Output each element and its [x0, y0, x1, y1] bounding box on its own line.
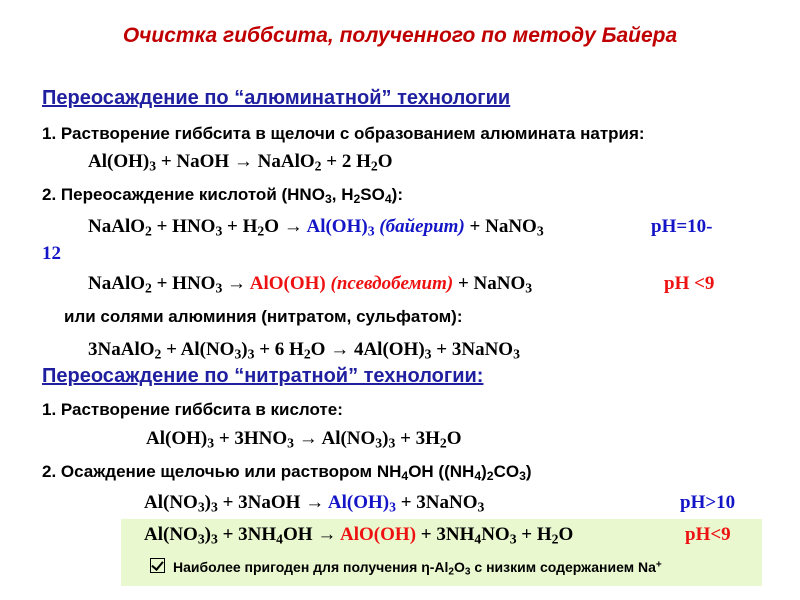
ph-label-a: pH=10- — [651, 216, 713, 237]
checkmark-box-icon — [150, 558, 165, 573]
note: Наиболее пригоден для получения $\eta-Al_2O_3$ с низким содержанием Na+ — [150, 558, 662, 575]
equation-5: $Al(OH)_3 + 3HNO_3 \to Al(NO_3)_3 + 3H_2O$ — [146, 428, 462, 451]
ph-label-a-cont: 12 — [42, 243, 61, 264]
section2-step1: 1. Растворение гиббсита в кислоте: — [42, 400, 343, 419]
equation-7: $Al(NO_3)_3 + 3NH_4OH \to AlO(OH) + 3NH_4NO_3 + H_2O$ — [144, 524, 574, 547]
ph-label-d: pH<9 — [685, 524, 731, 545]
section1-alt: или солями алюминия (нитратом, сульфатом): — [64, 307, 463, 326]
equation-4: 3NaAlO$_2$ + $Al(NO_3)_3 + 6$ $H_2O \to 4Al(OH)_3$ + 3NaNO$_3$ — [88, 339, 520, 362]
section1-step2: 2. Переосаждение кислотой ($HNO_3$, $H_2SO_4$): — [42, 185, 403, 207]
ph-label-c: pH>10 — [680, 492, 736, 513]
equation-2: NaAlO$_2$ + $HNO_3 + H_2O \to Al(OH)_3$ (байерит) + NaNO$_3$ — [88, 216, 544, 239]
page-title: Очистка гиббсита, полученного по методу Байера — [122, 24, 678, 47]
ph-label-b: pH <9 — [664, 273, 715, 294]
section1-step1: 1. Растворение гиббсита в щелочи с образованием алюмината натрия: — [42, 124, 645, 143]
equation-6: $Al(NO_3)_3$ + 3NaOH → $Al(OH)_3$ + 3NaNO$_3$ — [144, 492, 485, 515]
equation-3: NaAlO$_2$ + $HNO_3 \to AlO(OH)$ (псевдобемит) + NaNO$_3$ — [88, 273, 533, 296]
equation-1: $Al(OH)_3$ + NaOH → NaAlO$_2$ + 2 $H_2O$ — [88, 151, 393, 174]
section2-heading: Переосаждение по “нитратной” технологии: — [42, 365, 484, 387]
section1-heading: Переосаждение по “алюминатной” технологии — [42, 87, 511, 109]
section2-step2: 2. Осаждение щелочью или раствором $NH_4OH$ $((NH_4)_2CO_3)$ — [42, 462, 532, 484]
